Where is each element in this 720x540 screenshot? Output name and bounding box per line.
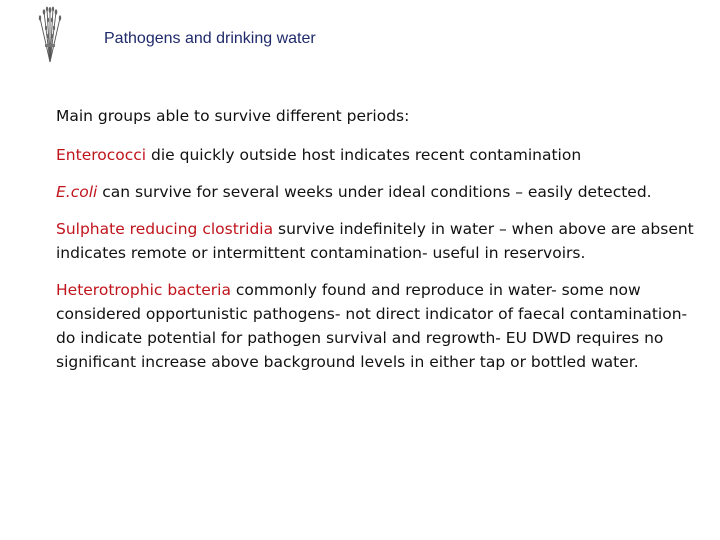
list-item-ecoli xyxy=(56,180,696,204)
term-ecoli: E.coli xyxy=(56,183,98,201)
list-item-heterotrophic xyxy=(56,278,696,374)
list-item-enterococci xyxy=(56,143,696,167)
description-ecoli: can survive for several weeks under ideal conditions – easily detected. xyxy=(97,183,652,201)
description-clostridia: survive indefinitely in water – when above are absent indicates remote or intermittent contamination- useful in reservoirs. xyxy=(56,220,694,262)
slide-body xyxy=(56,104,696,387)
term-heterotrophic: Heterotrophic bacteria xyxy=(56,281,231,299)
list-item-clostridia xyxy=(56,217,696,265)
term-clostridia: Sulphate reducing clostridia xyxy=(56,220,274,238)
term-enterococci: Enterococci xyxy=(56,146,147,164)
wheat-sheaf-icon xyxy=(36,4,64,64)
description-enterococci: die quickly outside host indicates recent contamination xyxy=(146,146,582,164)
intro-text: Main groups able to survive different periods: xyxy=(56,107,410,125)
slide-title: Pathogens and drinking water xyxy=(104,30,316,47)
description-heterotrophic: commonly found and reproduce in water- some now considered opportunistic pathogens- not direct indicator of faecal contamination- do indicate potential for pathogen survival and regrowth- EU DWD requires no significant increase above background levels in either tap or bottled water. xyxy=(56,281,688,371)
